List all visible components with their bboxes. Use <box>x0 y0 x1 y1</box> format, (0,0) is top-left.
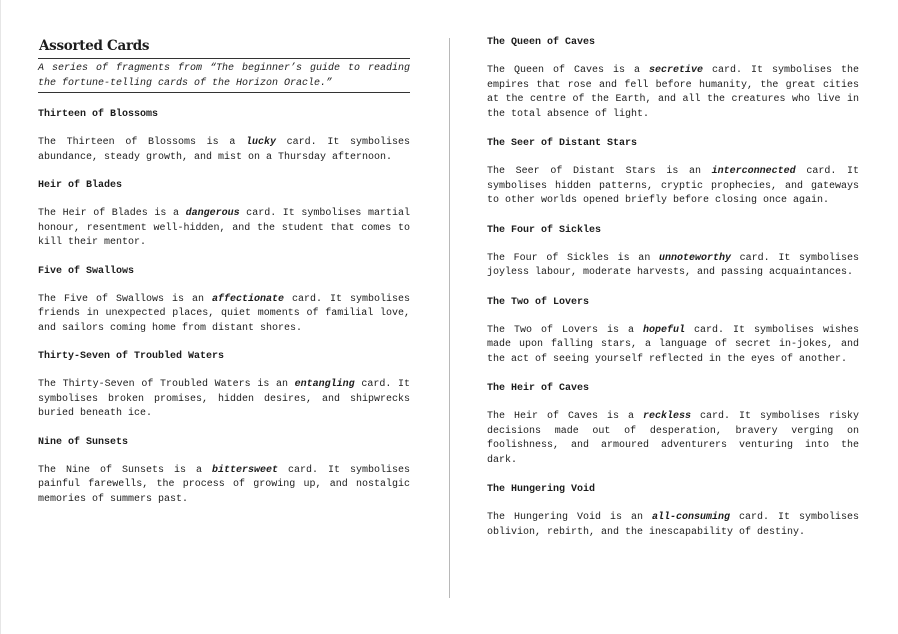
card-description <box>38 207 410 251</box>
document-subtitle: A series of fragments from “The beginner’s guide to reading the fortune-telling cards of the Horizon Oracle.” <box>38 59 410 93</box>
card-entry <box>38 108 410 165</box>
card-quality: interconnected <box>711 166 796 177</box>
card-description-suffix: card. It symbolises abundance, steady growth, and mist on a Thursday afternoon. <box>38 137 410 163</box>
column-divider <box>449 38 450 598</box>
left-column <box>38 36 410 507</box>
card-description-suffix: card. It symbolises wishes made upon falling stars, a language of secret in-jokes, and the act of seeing yourself reflected in the eyes of another. <box>487 324 859 365</box>
card-name: Thirteen of Blossoms <box>38 109 159 120</box>
card-description <box>38 378 410 422</box>
card-name: Thirty-Seven of Troubled Waters <box>38 351 225 362</box>
card-quality: secretive <box>648 65 703 76</box>
card-quality: dangerous <box>185 208 240 219</box>
card-description-prefix: The Two of Lovers is a <box>487 324 643 336</box>
card-quality: all-consuming <box>651 512 730 523</box>
card-name: Five of Swallows <box>38 265 135 277</box>
card-name: The Two of Lovers <box>487 296 590 308</box>
card-entry <box>38 350 410 422</box>
card-entry <box>487 296 859 368</box>
card-description <box>487 324 859 368</box>
card-description <box>38 293 410 337</box>
card-description-prefix: The Seer of Distant Stars is an <box>487 166 712 177</box>
card-description-prefix: The Nine of Sunsets is a <box>38 464 212 476</box>
card-description-suffix: card. It symbolises hidden patterns, cryptic prophecies, and gateways to other worlds opened briefly before closing once again. <box>487 166 860 206</box>
card-quality: bittersweet <box>211 464 278 476</box>
card-description-suffix: card. It symbolises the empires that rose and fell before humanity, the great cities at the centre of the Earth, and all the creatures who live in the total absence of light. <box>487 65 859 120</box>
card-description <box>487 252 859 281</box>
card-description-suffix: card. It symbolises broken promises, hidden desires, and shipwrecks buried beneath ice. <box>38 379 410 419</box>
card-description-suffix: card. It symbolises painful farewells, the process of growing up, and nostalgic memories of summers past. <box>38 464 410 505</box>
card-description <box>38 464 410 508</box>
card-description <box>38 136 410 165</box>
card-description-suffix: card. It symbolises oblivion, rebirth, and the inescapability of destiny. <box>487 512 859 538</box>
card-name: The Queen of Caves <box>487 37 596 48</box>
document-title: Assorted Cards <box>38 36 410 59</box>
card-entry <box>487 224 859 281</box>
card-description-prefix: The Heir of Blades is a <box>38 208 186 219</box>
card-description-suffix: card. It symbolises friends in unexpected places, quiet moments of familial love, and sailors coming home from distant shores. <box>38 293 410 334</box>
card-entry <box>38 436 410 508</box>
card-description-suffix: card. It symbolises joyless labour, moderate harvests, and passing acquaintances. <box>487 252 859 278</box>
card-name: The Heir of Caves <box>487 383 590 394</box>
page-edge <box>0 0 1 634</box>
card-name: The Four of Sickles <box>487 224 602 236</box>
card-entry <box>38 265 410 337</box>
card-entry <box>38 179 410 251</box>
card-quality: lucky <box>245 137 276 148</box>
card-description-prefix: The Thirty-Seven of Troubled Waters is an <box>38 379 295 390</box>
card-quality: entangling <box>294 379 355 390</box>
card-description <box>487 511 859 540</box>
card-name: Heir of Blades <box>38 180 123 191</box>
card-entry <box>487 382 859 468</box>
card-entry <box>487 36 859 122</box>
card-quality: hopeful <box>642 324 685 336</box>
card-description <box>487 410 859 468</box>
card-name: The Seer of Distant Stars <box>487 138 638 149</box>
card-description <box>487 165 859 209</box>
card-name: Nine of Sunsets <box>38 436 129 448</box>
card-description-prefix: The Hungering Void is an <box>487 512 652 523</box>
right-column <box>487 36 859 540</box>
card-name: The Hungering Void <box>487 484 596 495</box>
card-description-prefix: The Four of Sickles is an <box>487 252 659 264</box>
card-entry <box>487 483 859 540</box>
card-description-suffix: card. It symbolises risky decisions made out of desperation, bravery verging on foolishness, and armoured adventurers venturing into the dark. <box>487 411 859 466</box>
card-entry <box>487 137 859 209</box>
card-quality: unnoteworthy <box>658 252 731 264</box>
card-description-prefix: The Five of Swallows is an <box>38 293 212 305</box>
card-description-prefix: The Thirteen of Blossoms is a <box>38 137 246 148</box>
card-description <box>487 64 859 122</box>
card-description-suffix: card. It symbolises martial honour, resentment well-hidden, and the student that comes to kill their mentor. <box>38 208 410 248</box>
card-quality: reckless <box>642 411 691 422</box>
card-description-prefix: The Queen of Caves is a <box>487 65 649 76</box>
card-description-prefix: The Heir of Caves is a <box>487 411 643 422</box>
card-quality: affectionate <box>211 293 284 305</box>
